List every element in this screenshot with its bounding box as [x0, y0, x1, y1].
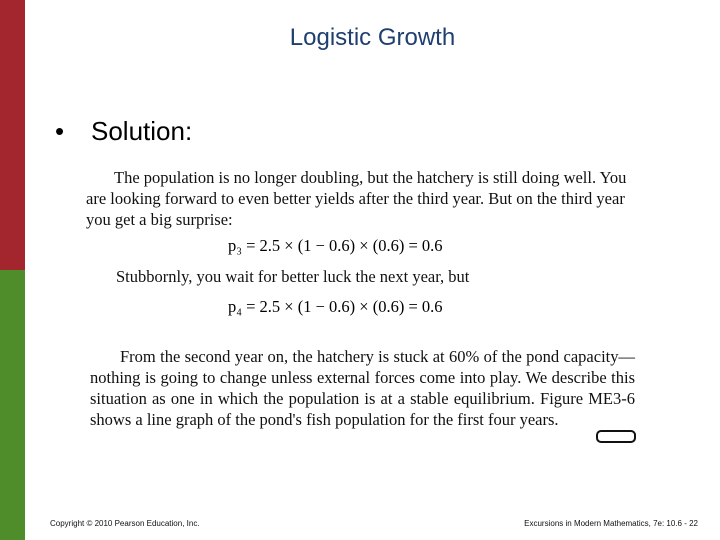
side-bar-red — [0, 0, 25, 270]
equation-p4: p₄ = 2.5 × (1 − 0.6) × (0.6) = 0.6 — [228, 297, 443, 316]
margin-marker-icon — [596, 430, 636, 443]
bullet-label: Solution: — [91, 116, 193, 146]
textbook-paragraph-3: From the second year on, the hatchery is stuck at 60% of the pond capacity—nothing is going to change unless external forces come into play. We describe this situation as one in which the population is at a stable equilibrium. Figure ME3-6 shows a line graph of the pond's fish population for the first four years. — [90, 347, 635, 429]
bullet-item — [55, 116, 192, 147]
slide-title: Logistic Growth — [289, 24, 456, 51]
textbook-paragraph-1: The population is no longer doubling, but the hatchery is still doing well. You are looking forward to even better yields after the third year. But on the third year you get a big surprise: — [86, 168, 627, 229]
equation-p3: p₃ = 2.5 × (1 − 0.6) × (0.6) = 0.6 — [228, 236, 443, 255]
side-bar-green — [0, 270, 25, 540]
footer-copyright: Copyright © 2010 Pearson Education, Inc. — [50, 519, 200, 528]
bullet-dot: • — [55, 116, 65, 146]
footer-book-reference: Excursions in Modern Mathematics, 7e: 10.6 - 22 — [524, 519, 698, 528]
textbook-paragraph-2: Stubbornly, you wait for better luck the next year, but — [116, 267, 470, 286]
